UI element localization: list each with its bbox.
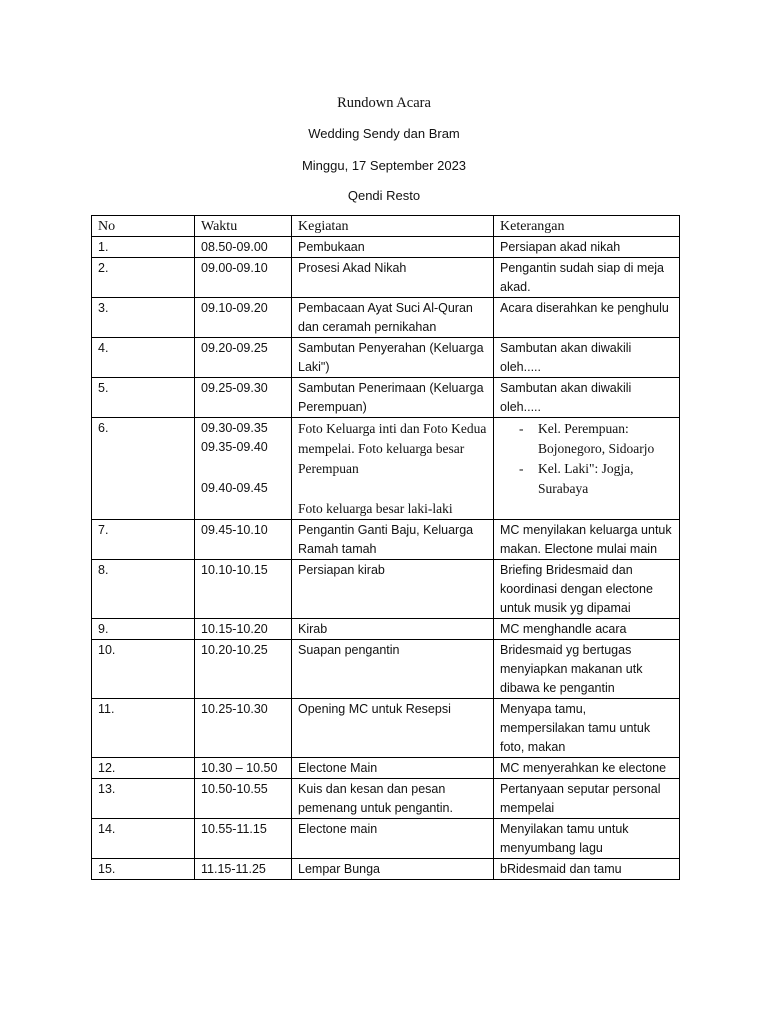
row-note: MC menghandle acara xyxy=(494,619,680,640)
row-activity: Sambutan Penyerahan (Keluarga Laki") xyxy=(292,338,494,378)
row-activity: Electone Main xyxy=(292,758,494,779)
row-time: 08.50-09.00 xyxy=(195,237,292,258)
table-row xyxy=(92,418,680,520)
row-number: 8. xyxy=(92,560,195,619)
table-row xyxy=(92,258,680,298)
row-time: 10.50-10.55 xyxy=(195,779,292,819)
row-number: 13. xyxy=(92,779,195,819)
row-note: Menyapa tamu, mempersilakan tamu untuk foto, makan xyxy=(494,699,680,758)
row-number: 5. xyxy=(92,378,195,418)
row-time: 09.20-09.25 xyxy=(195,338,292,378)
table-row xyxy=(92,640,680,699)
row-number: 4. xyxy=(92,338,195,378)
row-activity xyxy=(292,418,494,520)
note-list xyxy=(494,419,673,499)
table-row xyxy=(92,699,680,758)
row-number: 15. xyxy=(92,859,195,880)
row-time: 10.15-10.20 xyxy=(195,619,292,640)
row-number: 9. xyxy=(92,619,195,640)
row-note: Briefing Bridesmaid dan koordinasi dengan electone untuk musik yg dipamai xyxy=(494,560,680,619)
spacer xyxy=(298,479,487,499)
row-activity: Suapan pengantin xyxy=(292,640,494,699)
row-time-slot: 09.35-09.40 xyxy=(201,440,268,454)
event-venue: Qendi Resto xyxy=(347,188,421,203)
row-number: 3. xyxy=(92,298,195,338)
table-row xyxy=(92,338,680,378)
table-row xyxy=(92,378,680,418)
column-header-time: Waktu xyxy=(195,216,292,237)
row-note: Persiapan akad nikah xyxy=(494,237,680,258)
row-number: 6. xyxy=(92,418,195,520)
row-time: 10.25-10.30 xyxy=(195,699,292,758)
row-time: 10.30 – 10.50 xyxy=(195,758,292,779)
document-title: Rundown Acara xyxy=(337,95,431,111)
table-row xyxy=(92,859,680,880)
row-time-slot: 09.30-09.35 xyxy=(201,421,268,435)
row-number: 14. xyxy=(92,819,195,859)
row-activity: Opening MC untuk Resepsi xyxy=(292,699,494,758)
row-note: MC menyilakan keluarga untuk makan. Electone mulai main xyxy=(494,520,680,560)
row-note: Pengantin sudah siap di meja akad. xyxy=(494,258,680,298)
row-number: 11. xyxy=(92,699,195,758)
row-note: bRidesmaid dan tamu xyxy=(494,859,680,880)
row-note: Acara diserahkan ke penghulu xyxy=(494,298,680,338)
row-number: 7. xyxy=(92,520,195,560)
table-row xyxy=(92,560,680,619)
row-number: 1. xyxy=(92,237,195,258)
row-note: Menyilakan tamu untuk menyumbang lagu xyxy=(494,819,680,859)
row-time: 10.10-10.15 xyxy=(195,560,292,619)
row-note: Pertanyaan seputar personal mempelai xyxy=(494,779,680,819)
table-row xyxy=(92,520,680,560)
row-number: 2. xyxy=(92,258,195,298)
table-row xyxy=(92,758,680,779)
row-time: 09.45-10.10 xyxy=(195,520,292,560)
column-header-note: Keterangan xyxy=(494,216,680,237)
column-header-no: No xyxy=(92,216,195,237)
row-activity: Sambutan Penerimaan (Keluarga Perempuan) xyxy=(292,378,494,418)
spacer xyxy=(201,457,285,479)
column-header-activity: Kegiatan xyxy=(292,216,494,237)
event-name: Wedding Sendy dan Bram xyxy=(308,126,460,141)
row-time: 11.15-11.25 xyxy=(195,859,292,880)
list-item: - Kel. Laki": Jogja, Surabaya xyxy=(494,459,673,499)
row-time: 09.25-09.30 xyxy=(195,378,292,418)
rundown-table xyxy=(91,215,680,880)
row-activity: Kuis dan kesan dan pesan pemenang untuk pengantin. xyxy=(292,779,494,819)
row-activity: Pengantin Ganti Baju, Keluarga Ramah tamah xyxy=(292,520,494,560)
list-item: - Kel. Perempuan: Bojonegoro, Sidoarjo xyxy=(494,419,673,459)
table-row xyxy=(92,619,680,640)
row-time: 10.55-11.15 xyxy=(195,819,292,859)
row-note: Sambutan akan diwakili oleh..... xyxy=(494,338,680,378)
row-time-slot: 09.40-09.45 xyxy=(201,481,268,495)
row-number: 10. xyxy=(92,640,195,699)
table-header-row xyxy=(92,216,680,237)
row-activity: Electone main xyxy=(292,819,494,859)
row-activity: Prosesi Akad Nikah xyxy=(292,258,494,298)
table-row xyxy=(92,819,680,859)
row-activity-part: Foto Keluarga inti dan Foto Kedua mempelai. Foto keluarga besar Perempuan xyxy=(298,421,487,476)
row-time xyxy=(195,418,292,520)
row-note xyxy=(494,418,680,520)
row-note: Bridesmaid yg bertugas menyiapkan makanan utk dibawa ke pengantin xyxy=(494,640,680,699)
table-row xyxy=(92,779,680,819)
row-activity-part: Foto keluarga besar laki-laki xyxy=(298,501,453,516)
row-activity: Pembacaan Ayat Suci Al-Quran dan ceramah pernikahan xyxy=(292,298,494,338)
row-number: 12. xyxy=(92,758,195,779)
row-note: Sambutan akan diwakili oleh..... xyxy=(494,378,680,418)
row-time: 09.10-09.20 xyxy=(195,298,292,338)
row-time: 10.20-10.25 xyxy=(195,640,292,699)
row-note: MC menyerahkan ke electone xyxy=(494,758,680,779)
table-row xyxy=(92,237,680,258)
event-date: Minggu, 17 September 2023 xyxy=(301,158,467,173)
row-activity: Pembukaan xyxy=(292,237,494,258)
row-activity: Persiapan kirab xyxy=(292,560,494,619)
table-row xyxy=(92,298,680,338)
row-time: 09.00-09.10 xyxy=(195,258,292,298)
row-activity: Kirab xyxy=(292,619,494,640)
row-activity: Lempar Bunga xyxy=(292,859,494,880)
